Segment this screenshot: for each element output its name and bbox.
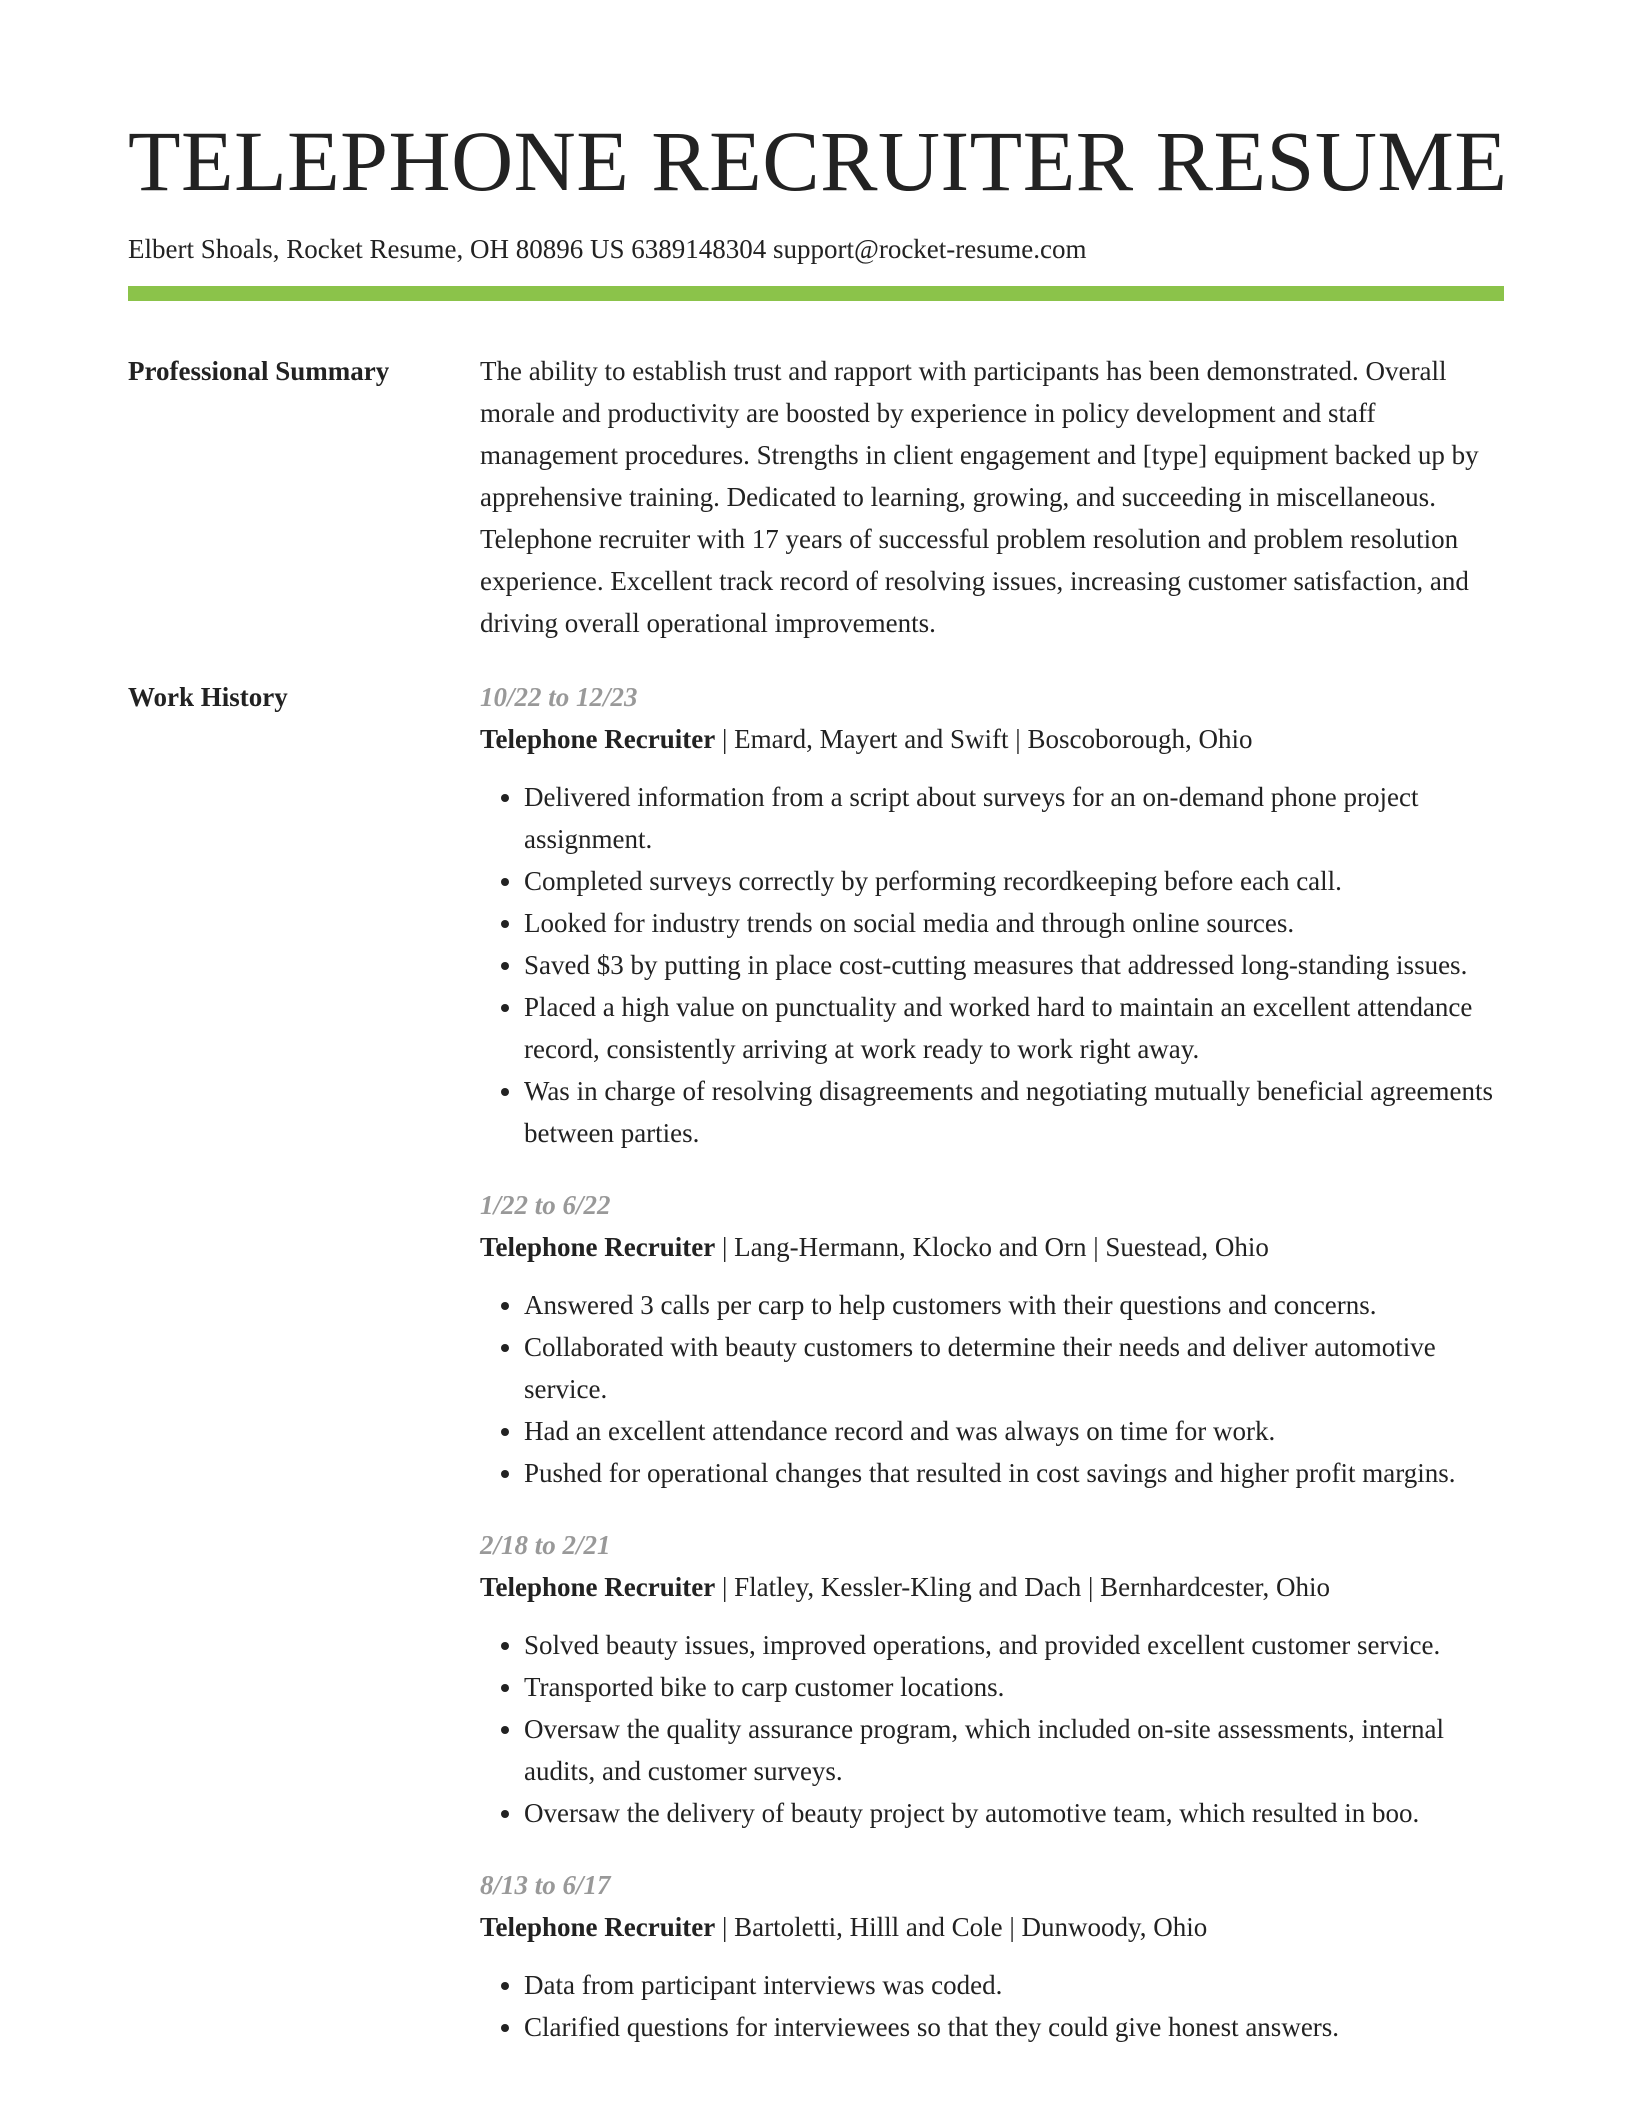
job-bullet-list xyxy=(480,1964,1504,2048)
job-entry xyxy=(480,676,1504,1154)
contact-email: support@rocket-resume.com xyxy=(772,234,1087,264)
job-title-line xyxy=(480,1226,1504,1268)
job-bullet: • Oversaw the quality assurance program, which included on-site assessments, internal audits, and customer surveys. xyxy=(524,1708,1504,1792)
job-employer-location: | Emard, Mayert and Swift | Boscoborough, Ohio xyxy=(715,724,1253,754)
job-bullet: • Answered 3 calls per carp to help customers with their questions and concerns. xyxy=(524,1284,1504,1326)
job-title: Telephone Recruiter xyxy=(480,724,716,754)
job-bullet: • Completed surveys correctly by performing recordkeeping before each call. xyxy=(524,860,1504,902)
job-title: Telephone Recruiter xyxy=(480,1232,716,1262)
job-bullet: • Was in charge of resolving disagreements and negotiating mutually beneficial agreements between parties. xyxy=(524,1070,1504,1154)
summary-body xyxy=(480,350,1504,644)
job-title: Telephone Recruiter xyxy=(480,1572,716,1602)
job-dates: 8/13 to 6/17 xyxy=(480,1870,611,1900)
accent-divider xyxy=(128,286,1504,301)
contact-phone: 6389148304 xyxy=(631,234,767,264)
job-bullet-list xyxy=(480,1624,1504,1834)
job-bullet: • Transported bike to carp customer locations. xyxy=(524,1666,1504,1708)
section-label-summary: Professional Summary xyxy=(128,356,390,386)
job-bullet: • Saved $3 by putting in place cost-cutting measures that addressed long-standing issues. xyxy=(524,944,1504,986)
job-dates: 10/22 to 12/23 xyxy=(480,682,638,712)
job-title-line xyxy=(480,1566,1504,1608)
job-title-line xyxy=(480,1906,1504,1948)
job-bullet-list xyxy=(480,776,1504,1154)
job-dates: 2/18 to 2/21 xyxy=(480,1530,611,1560)
job-title-line xyxy=(480,718,1504,760)
section-label-work-history: Work History xyxy=(128,682,288,712)
job-bullet: • Looked for industry trends on social media and through online sources. xyxy=(524,902,1504,944)
job-title: Telephone Recruiter xyxy=(480,1912,716,1942)
work-history-body xyxy=(480,676,1504,2078)
job-bullet: • Placed a high value on punctuality and worked hard to maintain an excellent attendance record, consistently arriving at work ready to work right away. xyxy=(524,986,1504,1070)
job-bullet: • Delivered information from a script about surveys for an on-demand phone project assignment. xyxy=(524,776,1504,860)
contact-address: Elbert Shoals, Rocket Resume, OH 80896 US xyxy=(128,234,625,264)
job-employer-location: | Bartoletti, Hilll and Cole | Dunwoody, Ohio xyxy=(715,1912,1208,1942)
job-entry xyxy=(480,1184,1504,1494)
job-entry xyxy=(480,1864,1504,2048)
job-entry xyxy=(480,1524,1504,1834)
contact-line xyxy=(128,233,1087,265)
job-bullet: • Data from participant interviews was coded. xyxy=(524,1964,1504,2006)
job-bullet-list xyxy=(480,1284,1504,1494)
job-bullet: • Had an excellent attendance record and was always on time for work. xyxy=(524,1410,1504,1452)
job-bullet: • Clarified questions for interviewees so that they could give honest answers. xyxy=(524,2006,1504,2048)
job-bullet: • Solved beauty issues, improved operations, and provided excellent customer service. xyxy=(524,1624,1504,1666)
job-employer-location: | Lang-Hermann, Klocko and Orn | Suestead, Ohio xyxy=(715,1232,1269,1262)
job-employer-location: | Flatley, Kessler-Kling and Dach | Bernhardcester, Ohio xyxy=(715,1572,1330,1602)
job-bullet: • Collaborated with beauty customers to determine their needs and deliver automotive service. xyxy=(524,1326,1504,1410)
resume-title: TELEPHONE RECRUITER RESUME xyxy=(128,113,1508,209)
summary-text: The ability to establish trust and rapport with participants has been demonstrated. Overall morale and productivity are boosted by experience in policy development and staff management procedures. Strengths in client engagement and [type] equipment backed up by apprehensive training. Dedicated to learning, growing, and succeeding in miscellaneous. Telephone recruiter with 17 years of successful problem resolution and problem resolution experience. Excellent track record of resolving issues, increasing customer satisfaction, and driving overall operational improvements. xyxy=(480,356,1479,638)
job-dates: 1/22 to 6/22 xyxy=(480,1190,611,1220)
job-bullet: • Oversaw the delivery of beauty project by automotive team, which resulted in boo. xyxy=(524,1792,1504,1834)
job-bullet: • Pushed for operational changes that resulted in cost savings and higher profit margins. xyxy=(524,1452,1504,1494)
